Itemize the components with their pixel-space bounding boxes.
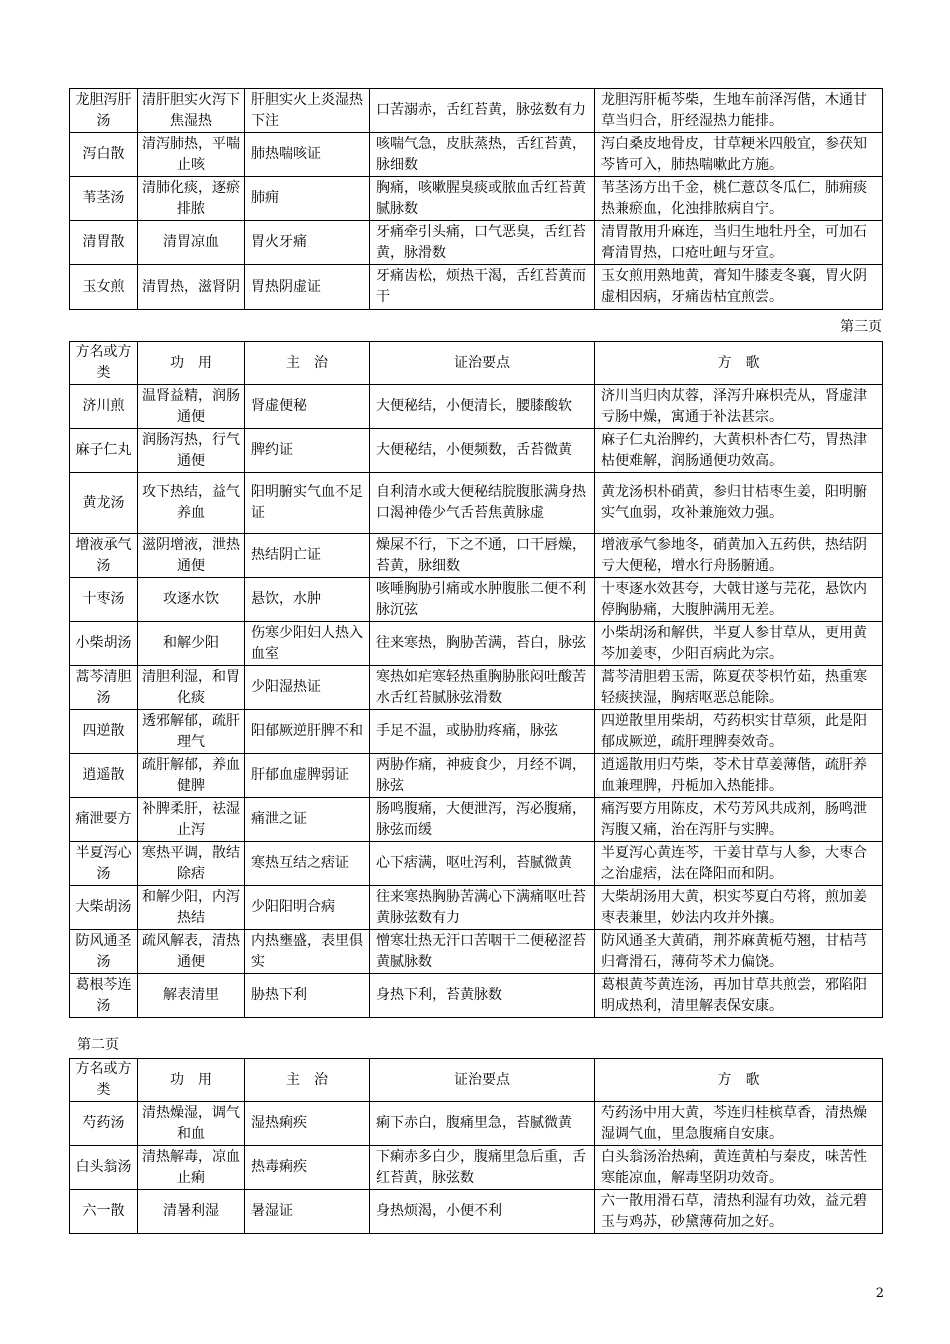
formula-effect: 解表清里: [138, 974, 245, 1018]
table-row: [70, 534, 883, 578]
formula-song: 麻子仁丸治脾约，大黄枳朴杏仁芍，胃热津枯便难解，润肠通便功效高。: [595, 429, 883, 473]
formula-key-points: 身热下利，苔黄脉数: [370, 974, 595, 1018]
formula-effect: 清肺化痰，逐瘀排脓: [138, 177, 245, 221]
table-row: [70, 578, 883, 622]
formula-song: 黄龙汤枳朴硝黄，参归甘桔枣生姜，阳明腑实气血弱，攻补兼施效力强。: [595, 473, 883, 534]
formula-effect: 清热燥湿，调气和血: [138, 1102, 245, 1146]
formula-key-points: 往来寒热胸胁苦满心下满痛呕吐苔黄脉弦数有力: [370, 886, 595, 930]
formula-effect: 温肾益精，润肠通便: [138, 385, 245, 429]
formula-name: 麻子仁丸: [70, 429, 138, 473]
formula-key-points: 燥屎不行，下之不通，口干唇燥，苔黄，脉细数: [370, 534, 595, 578]
formula-key-points: 两胁作痛，神疲食少，月经不调，脉弦: [370, 754, 595, 798]
formula-table-top: [69, 88, 883, 310]
table-row: [70, 385, 883, 429]
formula-indication: 阳郁厥逆肝脾不和: [245, 710, 370, 754]
header-effect: 功 用: [138, 1059, 245, 1102]
formula-indication: 伤寒少阳妇人热入血室: [245, 622, 370, 666]
formula-effect: 疏风解表，清热通便: [138, 930, 245, 974]
formula-key-points: 胸痛，咳嗽腥臭痰或脓血舌红苔黄腻脉数: [370, 177, 595, 221]
formula-name: 蒿芩清胆汤: [70, 666, 138, 710]
formula-indication: 肝郁血虚脾弱证: [245, 754, 370, 798]
formula-name: 龙胆泻肝汤: [70, 89, 138, 133]
formula-song: 六一散用滑石草，清热利湿有功效，益元碧玉与鸡苏，砂黛薄荷加之好。: [595, 1190, 883, 1234]
formula-name: 半夏泻心汤: [70, 842, 138, 886]
formula-song: 龙胆泻肝栀芩柴，生地车前泽泻偕，木通甘草当归合，肝经湿热力能排。: [595, 89, 883, 133]
formula-name: 清胃散: [70, 221, 138, 265]
table-row: [70, 798, 883, 842]
formula-effect: 润肠泻热，行气通便: [138, 429, 245, 473]
formula-name: 四逆散: [70, 710, 138, 754]
page-number: 2: [875, 1286, 884, 1301]
formula-key-points: 口苦溺赤，舌红苔黄，脉弦数有力: [370, 89, 595, 133]
formula-table-bottom: [69, 1058, 883, 1234]
formula-key-points: 往来寒热，胸胁苦满，苔白，脉弦: [370, 622, 595, 666]
table-row: [70, 265, 883, 310]
formula-name: 十枣汤: [70, 578, 138, 622]
formula-key-points: 大便秘结，小便频数，舌苔微黄: [370, 429, 595, 473]
table-header-row: [70, 342, 883, 385]
formula-key-points: 痢下赤白，腹痛里急，苔腻微黄: [370, 1102, 595, 1146]
header-song: 方 歌: [595, 1059, 883, 1102]
table-row: [70, 842, 883, 886]
header-key-points: 证治要点: [370, 1059, 595, 1102]
formula-effect: 和解少阳，内泻热结: [138, 886, 245, 930]
formula-indication: 肺热喘咳证: [245, 133, 370, 177]
formula-key-points: 寒热如疟寒轻热重胸胁胀闷吐酸苦水舌红苔腻脉弦滑数: [370, 666, 595, 710]
header-name: 方名或方类: [70, 1059, 138, 1102]
table-row: [70, 1102, 883, 1146]
formula-effect: 补脾柔肝，祛湿止泻: [138, 798, 245, 842]
formula-song: 葛根黄芩黄连汤，再加甘草共煎尝，邪陷阳明成热利，清里解表保安康。: [595, 974, 883, 1018]
formula-key-points: 手足不温，或胁肋疼痛，脉弦: [370, 710, 595, 754]
formula-song: 苇茎汤方出千金，桃仁薏苡冬瓜仁，肺痈痰热兼瘀血，化浊排脓病自宁。: [595, 177, 883, 221]
formula-song: 增液承气参地冬，硝黄加入五药供，热结阴亏大便秘，增水行舟肠腑通。: [595, 534, 883, 578]
formula-song: 半夏泻心黄连芩，干姜甘草与人参，大枣合之治虚痞，法在降阳而和阴。: [595, 842, 883, 886]
formula-song: 四逆散里用柴胡，芍药枳实甘草须，此是阳郁成厥逆，疏肝理脾奏效奇。: [595, 710, 883, 754]
formula-indication: 悬饮，水肿: [245, 578, 370, 622]
formula-effect: 清暑利湿: [138, 1190, 245, 1234]
formula-song: 防风通圣大黄硝，荆芥麻黄栀芍翘，甘桔芎归膏滑石，薄荷芩术力偏饶。: [595, 930, 883, 974]
formula-effect: 和解少阳: [138, 622, 245, 666]
header-indication: 主 治: [245, 1059, 370, 1102]
formula-name: 苇茎汤: [70, 177, 138, 221]
table-row: [70, 622, 883, 666]
formula-indication: 热结阴亡证: [245, 534, 370, 578]
page-label-second: 第二页: [77, 1037, 119, 1053]
table-row: [70, 886, 883, 930]
formula-effect: 疏肝解郁，养血健脾: [138, 754, 245, 798]
formula-key-points: 咳喘气急，皮肤蒸热，舌红苔黄，脉细数: [370, 133, 595, 177]
formula-indication: 胃热阴虚证: [245, 265, 370, 310]
formula-effect: 滋阴增液，泄热通便: [138, 534, 245, 578]
formula-name: 小柴胡汤: [70, 622, 138, 666]
formula-indication: 肺痈: [245, 177, 370, 221]
formula-song: 济川当归肉苁蓉，泽泻升麻枳壳从，肾虚津亏肠中燥，寓通于补法甚宗。: [595, 385, 883, 429]
table-row: [70, 221, 883, 265]
formula-name: 白头翁汤: [70, 1146, 138, 1190]
formula-name: 济川煎: [70, 385, 138, 429]
formula-name: 泻白散: [70, 133, 138, 177]
header-name: 方名或方类: [70, 342, 138, 385]
table-row: [70, 754, 883, 798]
formula-indication: 暑湿证: [245, 1190, 370, 1234]
formula-name: 增液承气汤: [70, 534, 138, 578]
formula-effect: 清热解毒，凉血止痢: [138, 1146, 245, 1190]
formula-indication: 胃火牙痛: [245, 221, 370, 265]
formula-indication: 痛泄之证: [245, 798, 370, 842]
formula-song: 芍药汤中用大黄，芩连归桂槟草香，清热燥湿调气血，里急腹痛自安康。: [595, 1102, 883, 1146]
formula-effect: 清胃热，滋肾阴: [138, 265, 245, 310]
formula-song: 痛泻要方用陈皮，术芍芳风共成剂，肠鸣泄泻腹又痛，治在泻肝与实脾。: [595, 798, 883, 842]
table-row: [70, 473, 883, 534]
formula-key-points: 牙痛牵引头痛，口气恶臭，舌红苔黄，脉滑数: [370, 221, 595, 265]
formula-name: 痛泄要方: [70, 798, 138, 842]
formula-effect: 清胆利湿，和胃化痰: [138, 666, 245, 710]
table-row: [70, 974, 883, 1018]
formula-name: 玉女煎: [70, 265, 138, 310]
formula-key-points: 下痢赤多白少，腹痛里急后重，舌红苔黄，脉弦数: [370, 1146, 595, 1190]
formula-key-points: 咳唾胸胁引痛或水肿腹胀二便不利脉沉弦: [370, 578, 595, 622]
formula-song: 小柴胡汤和解供，半夏人参甘草从，更用黄芩加姜枣，少阳百病此为宗。: [595, 622, 883, 666]
formula-key-points: 自利清水或大便秘结脘腹胀满身热口渴神倦少气舌苔焦黄脉虚: [370, 473, 595, 534]
formula-effect: 清泻肺热，平喘止咳: [138, 133, 245, 177]
formula-indication: 肾虚便秘: [245, 385, 370, 429]
formula-key-points: 憎寒壮热无汗口苦咽干二便秘涩苔黄腻脉数: [370, 930, 595, 974]
formula-indication: 寒热互结之痞证: [245, 842, 370, 886]
formula-key-points: 牙痛齿松，烦热干渴，舌红苔黄而干: [370, 265, 595, 310]
formula-name: 葛根芩连汤: [70, 974, 138, 1018]
formula-effect: 攻逐水饮: [138, 578, 245, 622]
formula-song: 大柴胡汤用大黄，枳实芩夏白芍将，煎加姜枣表兼里，妙法内攻并外攘。: [595, 886, 883, 930]
formula-indication: 胁热下利: [245, 974, 370, 1018]
formula-name: 逍遥散: [70, 754, 138, 798]
formula-effect: 清肝胆实火泻下焦湿热: [138, 89, 245, 133]
formula-song: 逍遥散用归芍柴，苓术甘草姜薄偕，疏肝养血兼理脾，丹栀加入热能排。: [595, 754, 883, 798]
formula-indication: 脾约证: [245, 429, 370, 473]
formula-song: 白头翁汤治热痢，黄连黄柏与秦皮，味苦性寒能凉血，解毒坚阴功效奇。: [595, 1146, 883, 1190]
formula-song: 清胃散用升麻连，当归生地牡丹全，可加石膏清胃热，口疮吐衄与牙宣。: [595, 221, 883, 265]
formula-song: 泻白桑皮地骨皮，甘草粳米四般宜，参茯知芩皆可入，肺热喘嗽此方施。: [595, 133, 883, 177]
formula-indication: 内热壅盛，表里俱实: [245, 930, 370, 974]
formula-song: 玉女煎用熟地黄，膏知牛膝麦冬襄，胃火阴虚相因病，牙痛齿枯宜煎尝。: [595, 265, 883, 310]
formula-indication: 少阳湿热证: [245, 666, 370, 710]
formula-name: 黄龙汤: [70, 473, 138, 534]
table-row: [70, 89, 883, 133]
table-row: [70, 1190, 883, 1234]
formula-key-points: 大便秘结，小便清长，腰膝酸软: [370, 385, 595, 429]
table-row: [70, 177, 883, 221]
formula-effect: 清胃凉血: [138, 221, 245, 265]
formula-key-points: 肠鸣腹痛，大便泄泻，泻必腹痛，脉弦而缓: [370, 798, 595, 842]
formula-effect: 攻下热结，益气养血: [138, 473, 245, 534]
table-header-row: [70, 1059, 883, 1102]
formula-key-points: 身热烦渴，小便不利: [370, 1190, 595, 1234]
formula-key-points: 心下痞满，呕吐泻利，苔腻微黄: [370, 842, 595, 886]
table-row: [70, 930, 883, 974]
formula-song: 十枣逐水效甚夸，大戟甘遂与芫花，悬饮内停胸胁痛，大腹肿满用无差。: [595, 578, 883, 622]
header-key-points: 证治要点: [370, 342, 595, 385]
header-effect: 功 用: [138, 342, 245, 385]
header-song: 方 歌: [595, 342, 883, 385]
formula-name: 六一散: [70, 1190, 138, 1234]
formula-effect: 透邪解郁，疏肝理气: [138, 710, 245, 754]
header-indication: 主 治: [245, 342, 370, 385]
formula-name: 芍药汤: [70, 1102, 138, 1146]
formula-indication: 少阳阳明合病: [245, 886, 370, 930]
formula-indication: 湿热痢疾: [245, 1102, 370, 1146]
formula-name: 大柴胡汤: [70, 886, 138, 930]
table-row: [70, 666, 883, 710]
formula-table-middle: [69, 341, 883, 1018]
formula-indication: 热毒痢疾: [245, 1146, 370, 1190]
formula-name: 防风通圣汤: [70, 930, 138, 974]
table-row: [70, 710, 883, 754]
table-row: [70, 1146, 883, 1190]
formula-indication: 阳明腑实气血不足证: [245, 473, 370, 534]
page-label-third: 第三页: [840, 319, 882, 335]
formula-indication: 肝胆实火上炎湿热下注: [245, 89, 370, 133]
table-row: [70, 133, 883, 177]
table-row: [70, 429, 883, 473]
formula-effect: 寒热平调，散结除痞: [138, 842, 245, 886]
formula-song: 蒿芩清胆碧玉需，陈夏茯苓枳竹茹，热重寒轻痰挟湿，胸痞呕恶总能除。: [595, 666, 883, 710]
